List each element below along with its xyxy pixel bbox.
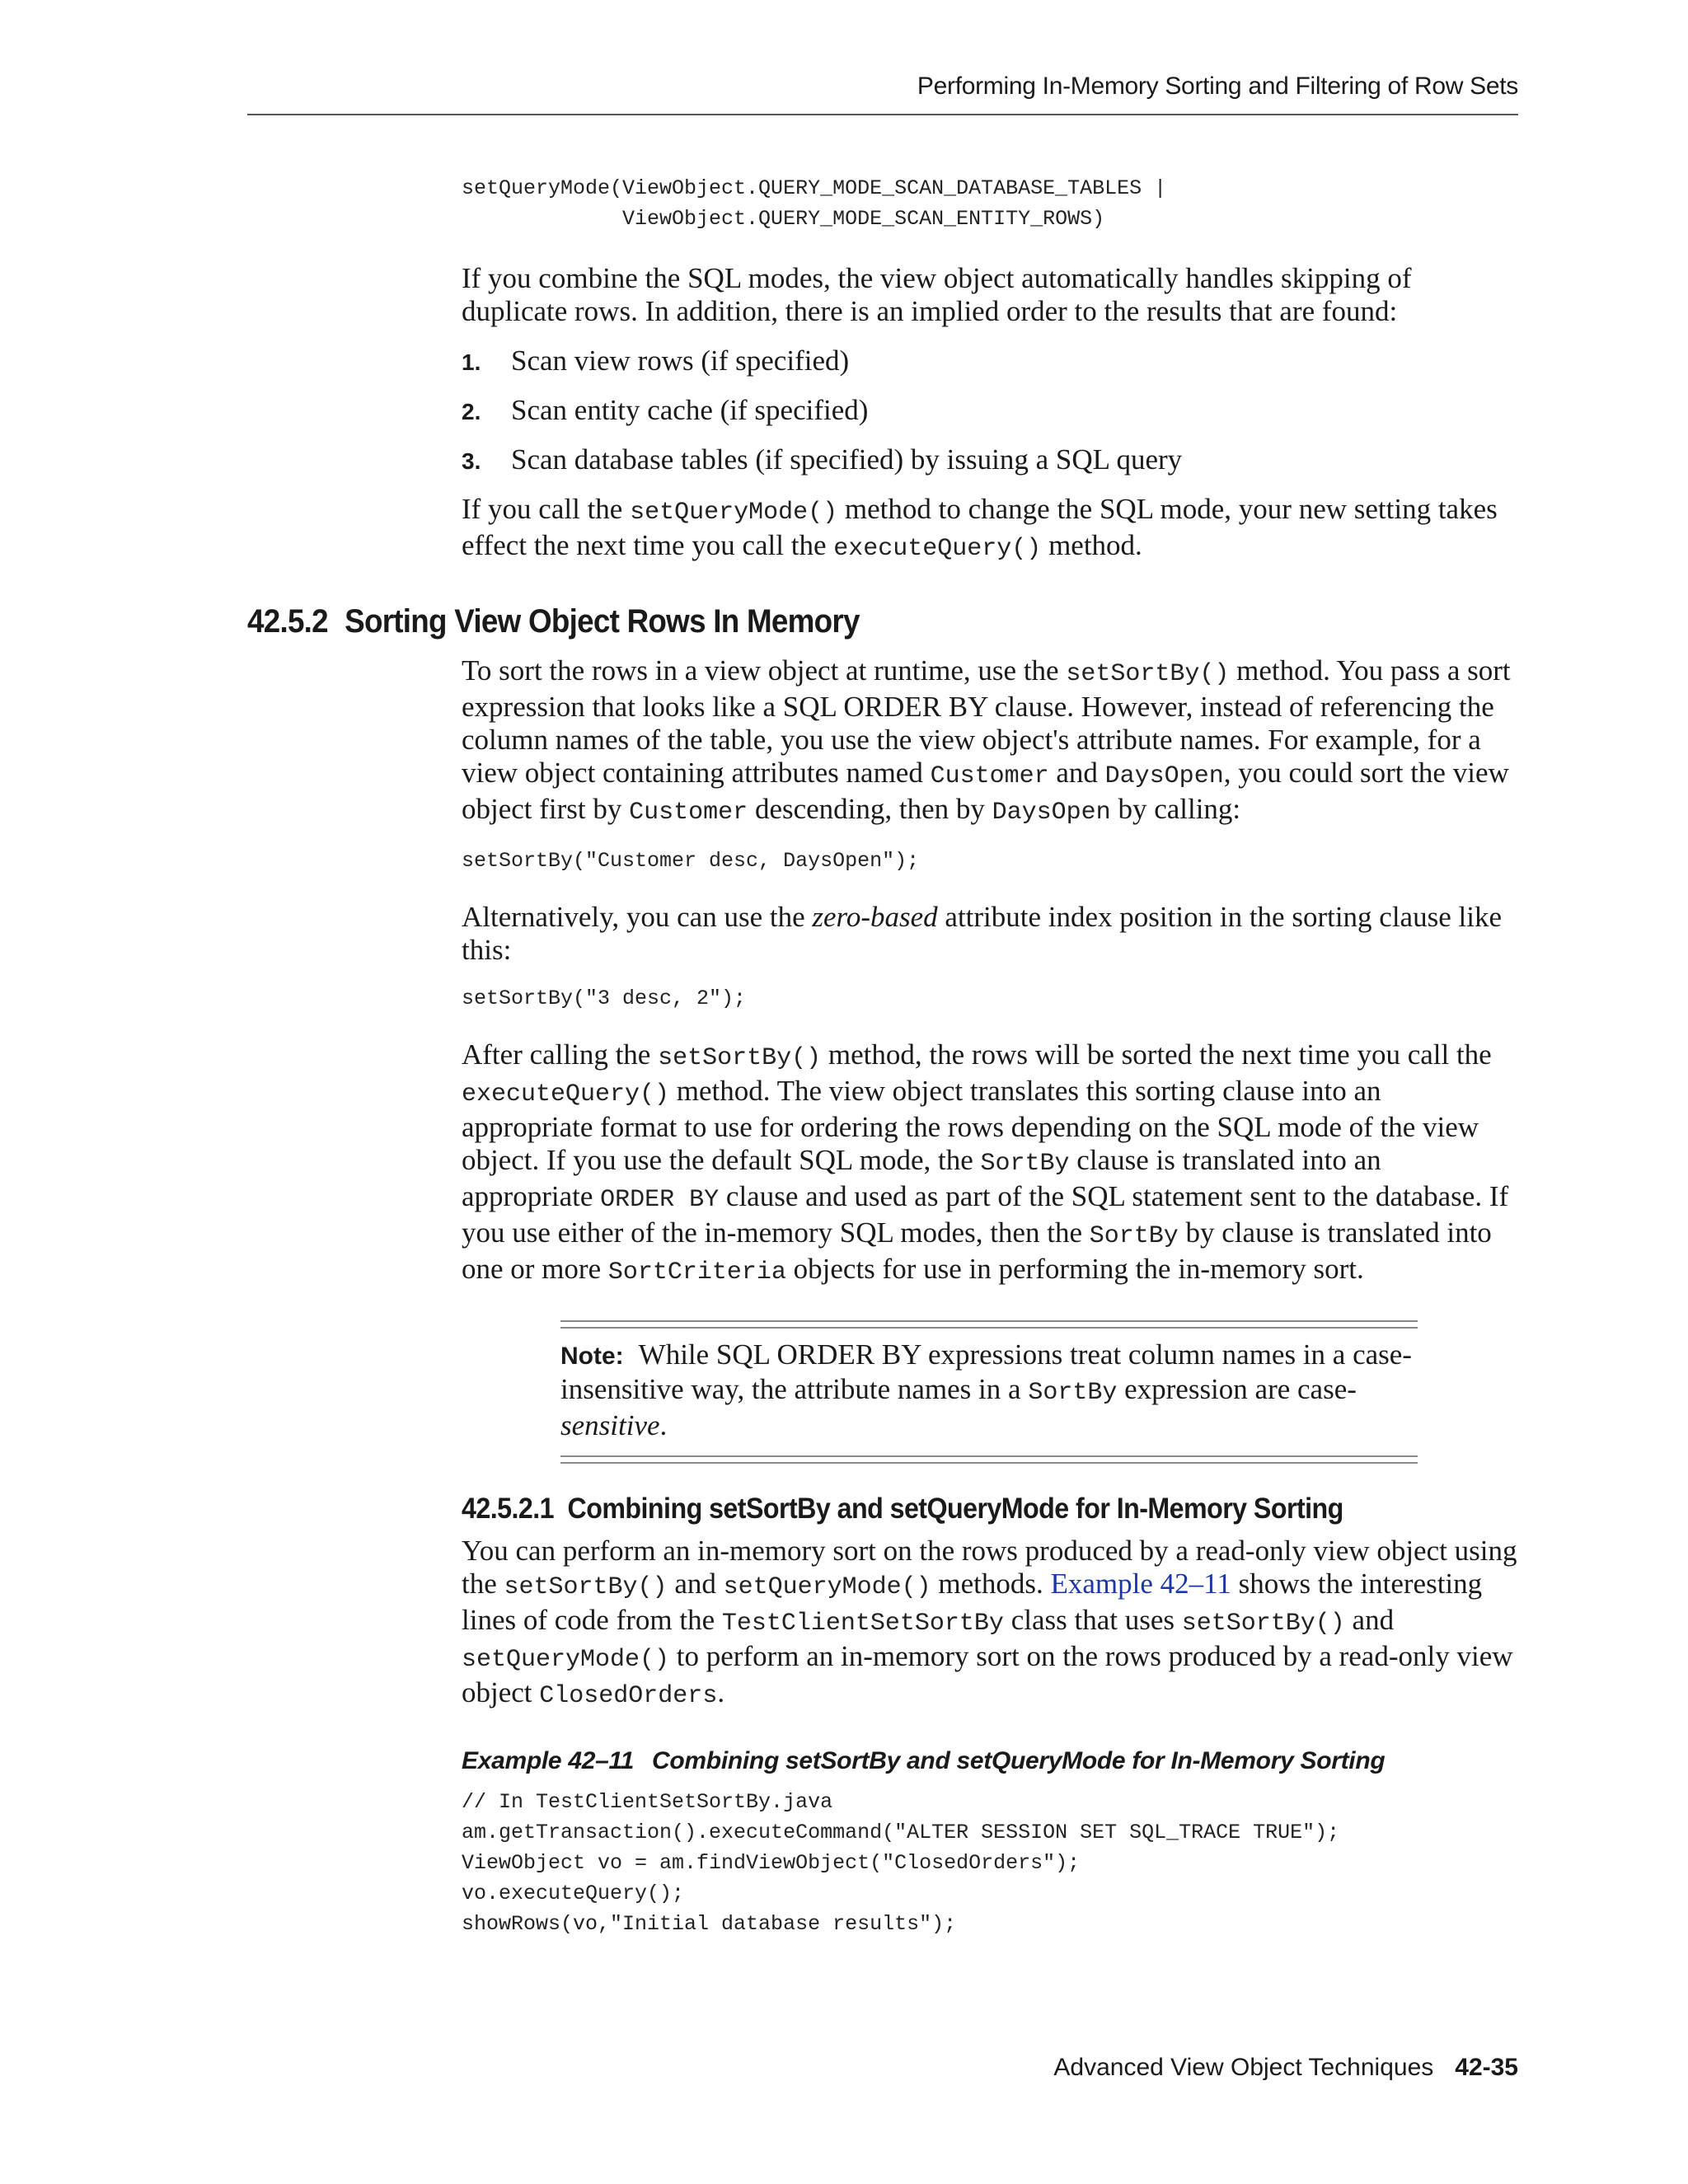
text-run: After calling the xyxy=(462,1038,659,1071)
text-run: and xyxy=(667,1568,724,1600)
inline-code: setSortBy() xyxy=(1066,660,1230,688)
text-run: You can perform an in-memory sort on the rows produced by a read-only view object using the xyxy=(462,1535,1517,1600)
page-number: 42-35 xyxy=(1455,2054,1518,2081)
inline-code: ORDER BY xyxy=(600,1186,720,1214)
sortby-translation-paragraph xyxy=(462,1038,1518,1289)
inline-code: Customer xyxy=(930,762,1049,790)
inline-code: SortBy xyxy=(1028,1379,1118,1407)
text-run: clause and used as part of the SQL statement sent to the database. If you use either of the in-memory SQL modes, then the xyxy=(462,1180,1509,1249)
code-line: vo.executeQuery(); xyxy=(462,1882,685,1905)
text-run: While SQL ORDER BY expressions treat column names in a case-insensitive way, the attribute names in a xyxy=(560,1338,1412,1405)
list-number: 2. xyxy=(462,399,481,424)
code-line: ViewObject vo = am.findViewObject("ClosedOrders"); xyxy=(462,1851,1081,1875)
list-number: 3. xyxy=(462,448,481,474)
example-title xyxy=(462,1746,1518,1777)
code-sort-example-1: setSortBy("Customer desc, DaysOpen"); xyxy=(462,849,920,873)
text-run: clause is translated into an appropriate xyxy=(462,1144,1381,1212)
subsection-number: 42.5.2.1 xyxy=(462,1493,554,1525)
note-bottom-rule xyxy=(560,1455,1418,1464)
inline-code: TestClientSetSortBy xyxy=(721,1610,1004,1638)
text-run: Alternatively, you can use the xyxy=(462,901,813,933)
inline-code: executeQuery() xyxy=(462,1080,670,1108)
text-run: attribute index position in the sorting clause like this: xyxy=(462,901,1502,966)
code-query-mode xyxy=(462,173,1518,234)
note-top-rule xyxy=(560,1320,1418,1329)
code-line: showRows(vo,"Initial database results"); xyxy=(462,1912,957,1936)
in-memory-sort-paragraph xyxy=(462,1535,1518,1713)
zero-based-paragraph xyxy=(462,901,1518,967)
code-line: ViewObject.QUERY_MODE_SCAN_ENTITY_ROWS) xyxy=(462,207,1105,231)
code-line: // In TestClientSetSortBy.java xyxy=(462,1790,833,1814)
text-run: shows the interesting lines of code from the xyxy=(462,1568,1483,1636)
inline-code: setQueryMode() xyxy=(723,1573,931,1601)
inline-code: executeQuery() xyxy=(833,535,1042,563)
text-run: method to change the SQL mode, your new setting takes effect the next time you call the xyxy=(462,493,1498,561)
content-section xyxy=(462,654,1518,1939)
inline-code: setSortBy() xyxy=(504,1573,668,1601)
list-text: Scan entity cache (if specified) xyxy=(511,394,869,426)
code-sort-example-2: setSortBy("3 desc, 2"); xyxy=(462,987,747,1010)
content-top xyxy=(462,173,1518,565)
inline-code: setSortBy() xyxy=(658,1044,822,1072)
sort-intro-paragraph xyxy=(462,654,1518,829)
query-mode-paragraph xyxy=(462,493,1518,565)
code-line: am.getTransaction().executeCommand("ALTER SESSION SET SQL_TRACE TRUE"); xyxy=(462,1821,1340,1844)
ordered-list xyxy=(462,344,1518,476)
list-number: 1. xyxy=(462,349,481,375)
text-run: methods. xyxy=(931,1568,1051,1600)
inline-code: SortBy xyxy=(980,1150,1070,1178)
running-header: Performing In-Memory Sorting and Filtering of Row Sets xyxy=(917,73,1518,100)
subsection-heading xyxy=(462,1492,1433,1526)
text-run: method. The view object translates this sorting clause into an appropriate format to use for ordering the rows depending on the SQL mode of the view object. If you use the default SQL mode, the xyxy=(462,1075,1479,1176)
text-run: , you could sort the view object first by xyxy=(462,757,1509,825)
text-run: method, the rows will be sorted the next time you call the xyxy=(821,1038,1492,1071)
inline-code: Customer xyxy=(629,799,748,827)
text-run: If you call the xyxy=(462,493,631,525)
emphasis: zero-based xyxy=(812,901,938,933)
list-item xyxy=(462,344,1518,377)
text-run: to perform an in-memory sort on the rows produced by a read-only view object xyxy=(462,1640,1513,1708)
text-run: by clause is translated into one or more xyxy=(462,1216,1492,1285)
text-run: To sort the rows in a view object at runtime, use the xyxy=(462,654,1067,687)
inline-code: DaysOpen xyxy=(992,799,1111,827)
example-caption: Combining setSortBy and setQueryMode for In-Memory Sorting xyxy=(652,1747,1386,1774)
text-run: and xyxy=(1048,757,1105,789)
header-rule xyxy=(247,114,1518,115)
text-run: . xyxy=(717,1676,725,1708)
text-run: method. You pass a sort expression that looks like a SQL ORDER BY clause. However, instead of referencing the column names of the table, you use the view object's attribute names. For example, for a view object containing attributes named xyxy=(462,654,1511,789)
emphasis: sensitive xyxy=(560,1409,660,1441)
text-run: and xyxy=(1344,1604,1395,1636)
list-item xyxy=(462,443,1518,476)
inline-code: setSortBy() xyxy=(1181,1610,1345,1638)
text-run: . xyxy=(659,1409,668,1441)
inline-code: SortCriteria xyxy=(607,1258,786,1286)
section-heading xyxy=(247,602,860,641)
text-run: objects for use in performing the in-memory sort. xyxy=(785,1253,1364,1285)
example-cross-reference-link[interactable]: Example 42–11 xyxy=(1050,1568,1231,1600)
note-label: Note: xyxy=(560,1343,624,1370)
text-run: descending, then by xyxy=(748,793,992,825)
code-line: setQueryMode(ViewObject.QUERY_MODE_SCAN_DATABASE_TABLES | xyxy=(462,176,1167,200)
subsection-title: Combining setSortBy and setQueryMode for In-Memory Sorting xyxy=(567,1493,1343,1525)
section-number: 42.5.2 xyxy=(247,603,328,640)
note-box xyxy=(560,1320,1418,1464)
list-text: Scan view rows (if specified) xyxy=(511,344,850,377)
text-run: by calling: xyxy=(1110,793,1241,825)
text-run: method. xyxy=(1041,529,1142,561)
text-run: class that uses xyxy=(1003,1604,1182,1636)
example-label: Example 42–11 xyxy=(462,1747,635,1774)
inline-code: SortBy xyxy=(1089,1222,1179,1250)
inline-code: ClosedOrders xyxy=(539,1682,718,1710)
text-run: expression are case- xyxy=(1117,1373,1357,1405)
intro-paragraph: If you combine the SQL modes, the view object automatically handles skipping of duplicate rows. In addition, there is an implied order to the results that are found: xyxy=(462,262,1412,327)
list-item xyxy=(462,394,1518,427)
inline-code: setQueryMode() xyxy=(630,499,838,527)
list-text: Scan database tables (if specified) by issuing a SQL query xyxy=(511,443,1183,476)
inline-code: DaysOpen xyxy=(1104,762,1224,790)
page-footer xyxy=(247,2054,1518,2082)
footer-chapter: Advanced View Object Techniques xyxy=(1053,2054,1434,2081)
example-code-block xyxy=(462,1787,1518,1939)
inline-code: setQueryMode() xyxy=(462,1646,670,1674)
note-text xyxy=(560,1338,1418,1442)
section-title: Sorting View Object Rows In Memory xyxy=(345,603,860,640)
